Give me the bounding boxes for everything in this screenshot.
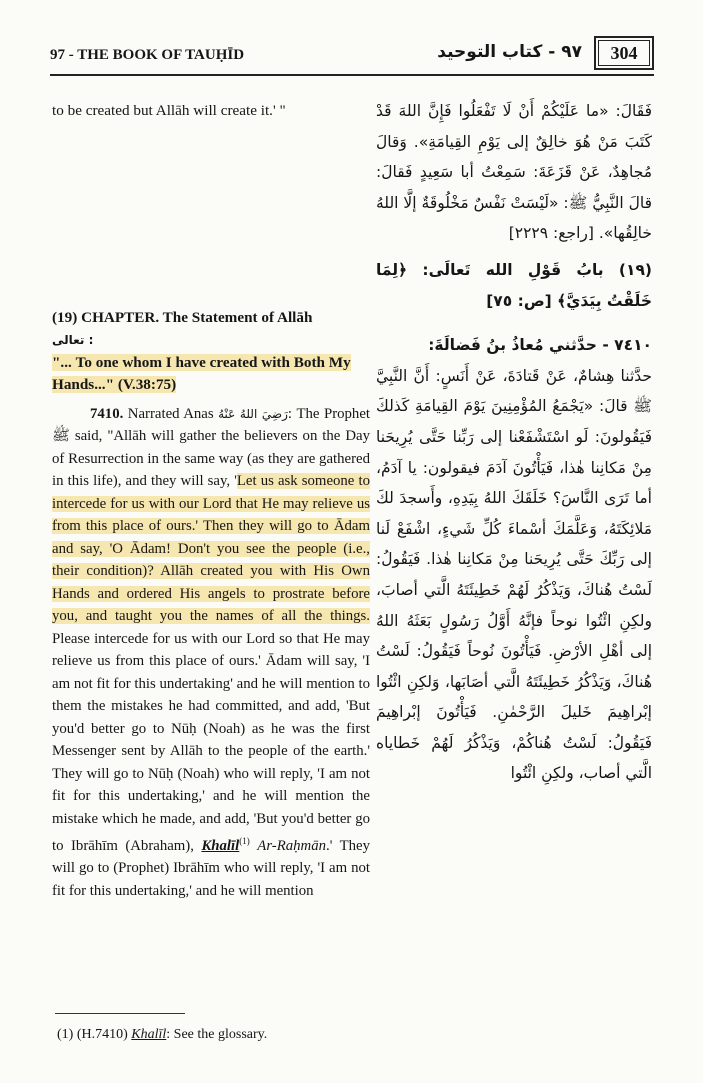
spacer [376,316,652,330]
arabic-hadith-text: حدَّثنا هِشامٌ، عَنْ قَتادَةَ، عَنْ أَنَسٍ: أَنَّ النَّبِيَّ ﷺ قالَ: «يَجْمَعُ المُؤْمِنِينَ يَوْمَ القِيامَةِ كَذلكَ فَيَقُولونَ: لَو اسْتَشْفَعْنا إلى رَبِّنا حَتَّى يُرِيحَنا مِنْ مَكانِنا هٰذا، فَيَأْتُونَ آدَمَ فيقولون: يا آدَمُ، أما تَرَى النَّاسَ؟ خَلَقَكَ اللهُ بِيَدِهِ، وأَسجدَ لكَ مَلائِكَتَهُ، وَعَلَّمَكَ أسْماءَ كُلِّ شَيءٍ، اشْفَعْ لَنا إلى رَبِّكَ حَتَّى يُرِيحَنا مِنْ مَكانِنا هٰذا. فَيَقُولُ: لَسْتُ هُناكَ، وَيَذْكُرُ لَهُمْ خَطِيئَتَهُ الَّتي أصابَ، ولكِنِ ائْتُوا نوحاً فإنَّهُ أَوَّلُ رَسُولٍ بَعَثَهُ اللهُ إلى أهْلِ الأرْضِ. فَيَأْتُونَ نُوحاً فَيَقُولُ: لَسْتُ هُناكَ، وَيَذْكُرُ خَطِيئَتَهُ الَّتي أصَابَها، وَلكِنِ ائْتُوا إبْراهِيمَ خَليلَ الرَّحْمٰنِ. فَيَأْتُونَ إبْراهِيمَ فَيَقُولُ: لَسْتُ هُناكُمْ، وَيَذْكُرُ لَهُمْ خَطاياه الَّتي أصاب، ولكِنِ ائْتُوا [376,366,652,783]
hadith-text [52,403,370,903]
footnote-term: Khalīl [131,1027,167,1042]
hadith-part-3: .' They will go to (Prophet) Ibrāhīm who will reply, 'I am not fit for this undertaking,' and he will mention [52,837,371,899]
header-arabic-title: ٩٧ - كتاب التوحيد [437,42,582,62]
page-number-box [594,36,654,70]
chapter-title: (19) CHAPTER. The Statement of Allāh [52,308,313,326]
page-number: 304 [598,40,650,66]
hadith-number: 7410. [90,405,124,422]
arabic-chapter-heading: (١٩) بابُ قَوْلِ الله تَعالَى: ﴿لِمَا خَلَقْتُ بِيَدَيَّ﴾ [ص: ٧٥] [376,260,652,310]
continued-text: to be created but Allāh will create it.' " [52,102,286,119]
footnote [57,1027,267,1043]
arabic-paragraph-1: فَقَالَ: «ما عَلَيْكُمْ أَنْ لَا تَفْعَلُوا فَإِنَّ اللهَ قَدْ كَتَبَ مَنْ هُوَ خالِقٌ إلى يَوْمِ القِيامَةِ». وَقالَ مُجاهِدٌ، عَنْ قَزَعَةَ: سَمِعْتُ أبا سَعِيدٍ فَقالَ: قالَ النَّبِيُّ ﷺ: «لَيْسَتْ نَفْسٌ مَخْلُوقَةٌ إلَّا اللهُ خالِقُها». [راجع: ٢٢٢٩] [376,102,652,243]
header-title: 97 - THE BOOK OF TAUḤĪD [50,47,245,63]
hadith-part-1: : The Prophet ﷺ said, "Allāh will gather the believers on the Day of Resurrection in the same way (as they are gathered in this life), and they will say, ' [52,405,370,489]
footnote-divider [55,1013,185,1014]
highlighted-passage: Let us ask someone to intercede for us with our Lord that He may relieve us from this place of ours.' Then they will go to Ādam and say, 'O Ādam! Don't you see the people (i.e., their condition)? Allāh created you with His Own Hands and ordered His angels to prostrate before you, and taught you the names of all the things. [52,473,370,624]
chapter-heading [52,307,370,397]
page-header [50,38,654,76]
arabic-column [376,96,652,789]
ar-rahman-term: Ar-Raḥmān [257,837,327,854]
footnote-marker[interactable]: (1) [239,836,250,846]
khalil-term: Khalīl [201,837,240,854]
footnote-number: (1) (H.7410) [57,1027,128,1042]
chapter-quote: "... To one whom I have created with Both My Hands..." (V.38:75) [52,353,351,393]
hadith-intro: Narrated Anas [127,405,214,422]
header-divider [50,74,654,76]
hadith-honorific: رَضِيَ اللهُ عَنْهُ [218,406,288,421]
english-column [52,100,370,902]
chapter-arabic: تعالى : [52,333,94,347]
footnote-text: : See the glossary. [166,1027,268,1042]
arabic-hadith-head: ٧٤١٠ - حدَّثني مُعاذُ بنُ فَضالَةَ: [428,336,652,355]
hadith-part-2: Please intercede for us with our Lord so that He may relieve us from this place of ours.' Ādam will say, 'I am not fit for this undertaking' and he will mention to them the mistakes he had committed, and add, 'But you'd better go to Nūḥ (Noah) as he was the first Messenger sent by Allāh to the people of the earth.' They will go to Nūḥ (Noah) who will reply, 'I am not fit for this undertaking,' and he will mention the mistake which he made, and add, 'But you'd better go to Ibrāhīm (Abraham), [52,630,370,854]
